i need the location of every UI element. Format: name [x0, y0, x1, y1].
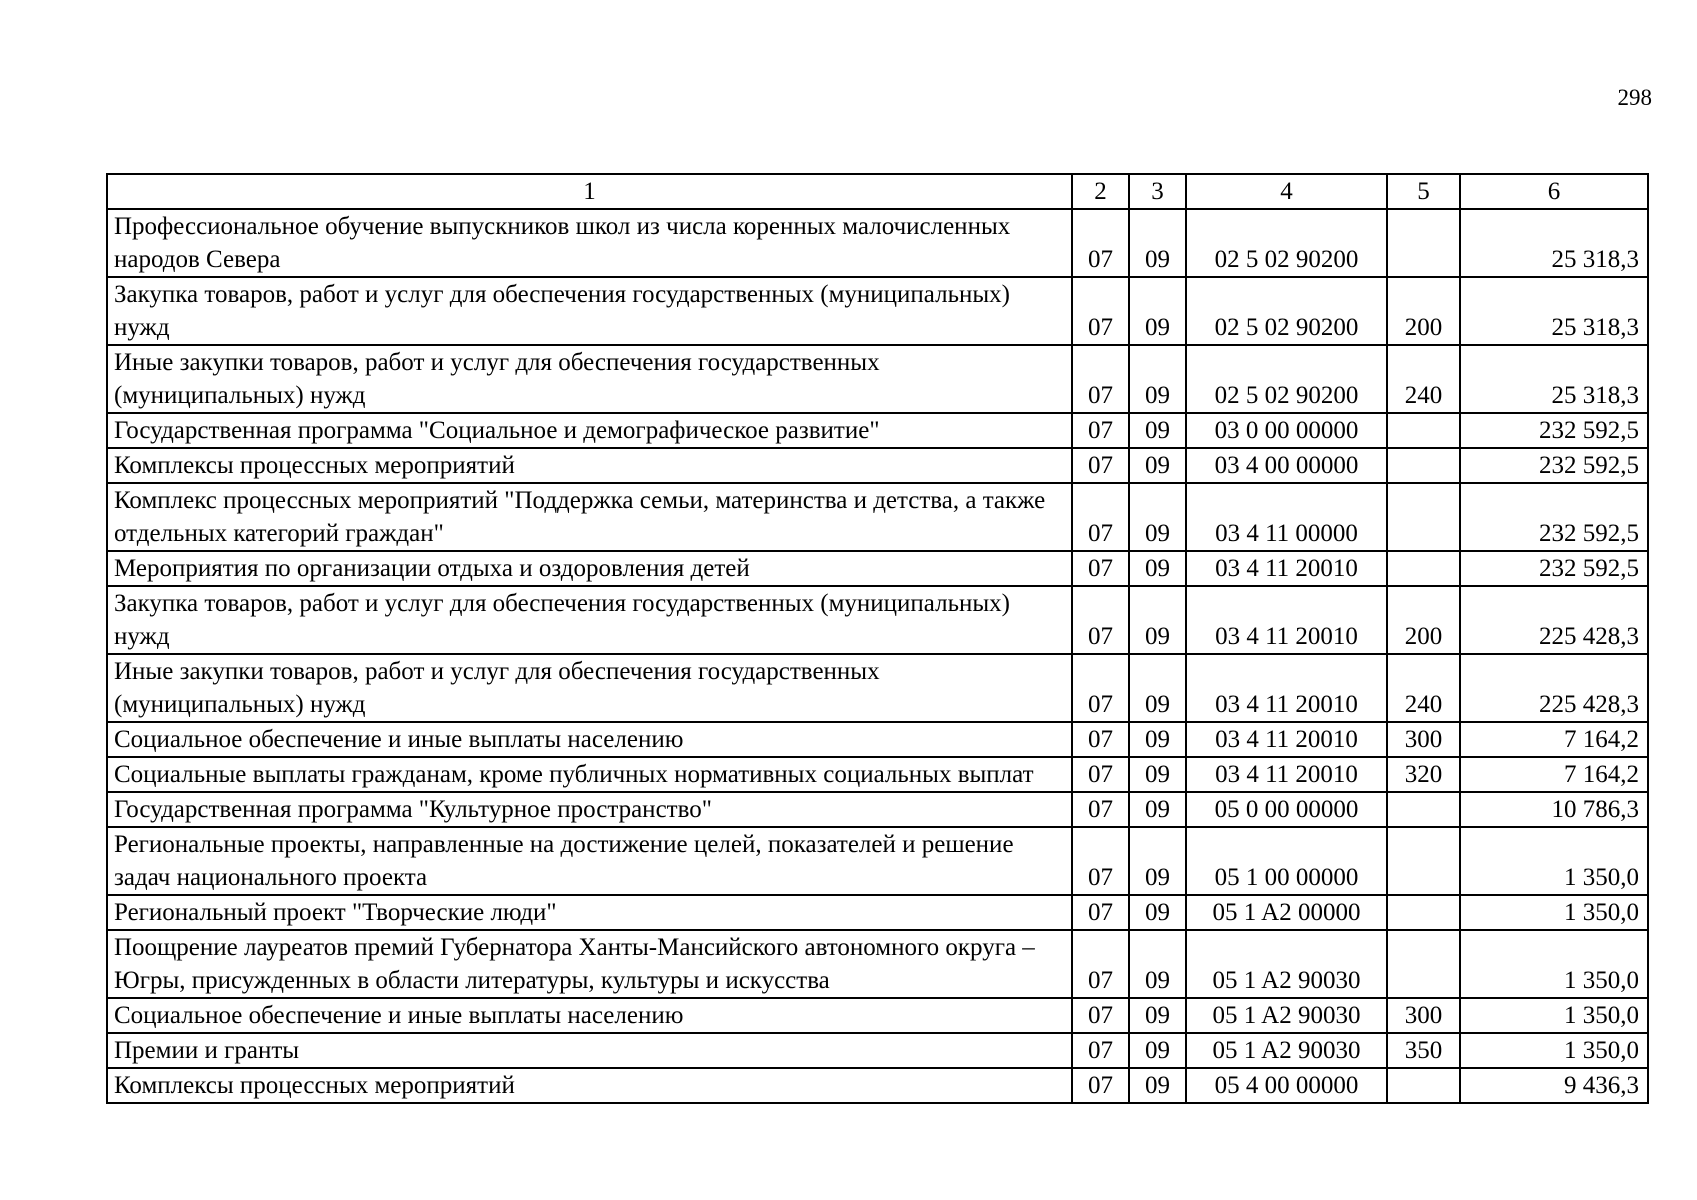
row-target-article-cell: 03 4 11 20010 — [1186, 551, 1387, 586]
row-amount-cell: 225 428,3 — [1460, 654, 1648, 722]
column-header-1: 1 — [107, 174, 1072, 209]
row-name-cell: Социальное обеспечение и иные выплаты населению — [107, 722, 1072, 757]
row-amount-cell: 232 592,5 — [1460, 551, 1648, 586]
row-subsection-cell: 09 — [1129, 551, 1186, 586]
row-target-article-cell: 03 4 11 00000 — [1186, 483, 1387, 551]
row-amount-cell: 232 592,5 — [1460, 448, 1648, 483]
row-subsection-cell: 09 — [1129, 827, 1186, 895]
row-subsection-cell: 09 — [1129, 722, 1186, 757]
row-section-cell: 07 — [1072, 998, 1129, 1033]
table-row — [107, 413, 1648, 448]
row-amount-cell: 10 786,3 — [1460, 792, 1648, 827]
row-section-cell: 07 — [1072, 277, 1129, 345]
row-subsection-cell: 09 — [1129, 586, 1186, 654]
row-target-article-cell: 03 0 00 00000 — [1186, 413, 1387, 448]
row-subsection-cell: 09 — [1129, 654, 1186, 722]
row-section-cell: 07 — [1072, 586, 1129, 654]
row-section-cell: 07 — [1072, 551, 1129, 586]
row-name-cell: Комплексы процессных мероприятий — [107, 1068, 1072, 1103]
row-subsection-cell: 09 — [1129, 998, 1186, 1033]
row-amount-cell: 25 318,3 — [1460, 277, 1648, 345]
row-amount-cell: 1 350,0 — [1460, 895, 1648, 930]
row-name-cell: Региональные проекты, направленные на достижение целей, показателей и решение задач национального проекта — [107, 827, 1072, 895]
row-amount-cell: 1 350,0 — [1460, 998, 1648, 1033]
row-subsection-cell: 09 — [1129, 757, 1186, 792]
row-subsection-cell: 09 — [1129, 448, 1186, 483]
table-row — [107, 1068, 1648, 1103]
column-header-5: 5 — [1387, 174, 1460, 209]
row-section-cell: 07 — [1072, 1033, 1129, 1068]
row-name-cell: Мероприятия по организации отдыха и оздоровления детей — [107, 551, 1072, 586]
table-row — [107, 654, 1648, 722]
table-row — [107, 722, 1648, 757]
row-target-article-cell: 02 5 02 90200 — [1186, 209, 1387, 277]
row-expense-type-cell: 200 — [1387, 277, 1460, 345]
row-target-article-cell: 05 1 A2 90030 — [1186, 1033, 1387, 1068]
row-section-cell: 07 — [1072, 1068, 1129, 1103]
row-expense-type-cell: 300 — [1387, 722, 1460, 757]
row-name-cell: Социальное обеспечение и иные выплаты населению — [107, 998, 1072, 1033]
column-header-6: 6 — [1460, 174, 1648, 209]
row-section-cell: 07 — [1072, 895, 1129, 930]
row-amount-cell: 232 592,5 — [1460, 483, 1648, 551]
header-row — [107, 174, 1648, 209]
row-target-article-cell: 03 4 11 20010 — [1186, 757, 1387, 792]
table-row — [107, 1033, 1648, 1068]
row-subsection-cell: 09 — [1129, 277, 1186, 345]
row-expense-type-cell — [1387, 413, 1460, 448]
table-row — [107, 998, 1648, 1033]
row-section-cell: 07 — [1072, 209, 1129, 277]
row-target-article-cell: 03 4 11 20010 — [1186, 722, 1387, 757]
row-subsection-cell: 09 — [1129, 895, 1186, 930]
row-amount-cell: 1 350,0 — [1460, 827, 1648, 895]
table-row — [107, 930, 1648, 998]
row-section-cell: 07 — [1072, 930, 1129, 998]
row-name-cell: Государственная программа "Социальное и демографическое развитие" — [107, 413, 1072, 448]
row-expense-type-cell: 200 — [1387, 586, 1460, 654]
row-name-cell: Закупка товаров, работ и услуг для обеспечения государственных (муниципальных) нужд — [107, 277, 1072, 345]
row-target-article-cell: 03 4 11 20010 — [1186, 654, 1387, 722]
row-name-cell: Профессиональное обучение выпускников школ из числа коренных малочисленных народов Севера — [107, 209, 1072, 277]
row-name-cell: Комплексы процессных мероприятий — [107, 448, 1072, 483]
row-amount-cell: 1 350,0 — [1460, 930, 1648, 998]
row-amount-cell: 7 164,2 — [1460, 757, 1648, 792]
table-row — [107, 483, 1648, 551]
row-target-article-cell: 05 1 A2 00000 — [1186, 895, 1387, 930]
row-expense-type-cell: 350 — [1387, 1033, 1460, 1068]
row-subsection-cell: 09 — [1129, 1033, 1186, 1068]
row-section-cell: 07 — [1072, 345, 1129, 413]
row-section-cell: 07 — [1072, 448, 1129, 483]
table-row — [107, 209, 1648, 277]
row-target-article-cell: 05 4 00 00000 — [1186, 1068, 1387, 1103]
row-expense-type-cell: 300 — [1387, 998, 1460, 1033]
row-name-cell: Социальные выплаты гражданам, кроме публичных нормативных социальных выплат — [107, 757, 1072, 792]
column-header-3: 3 — [1129, 174, 1186, 209]
row-subsection-cell: 09 — [1129, 930, 1186, 998]
column-header-4: 4 — [1186, 174, 1387, 209]
table-row — [107, 586, 1648, 654]
row-section-cell: 07 — [1072, 413, 1129, 448]
row-name-cell: Иные закупки товаров, работ и услуг для обеспечения государственных (муниципальных) нужд — [107, 345, 1072, 413]
row-name-cell: Иные закупки товаров, работ и услуг для обеспечения государственных (муниципальных) нужд — [107, 654, 1072, 722]
row-expense-type-cell — [1387, 483, 1460, 551]
row-subsection-cell: 09 — [1129, 413, 1186, 448]
row-target-article-cell: 05 1 00 00000 — [1186, 827, 1387, 895]
table-body — [107, 209, 1648, 1103]
row-section-cell: 07 — [1072, 654, 1129, 722]
row-subsection-cell: 09 — [1129, 209, 1186, 277]
budget-table — [106, 173, 1649, 1104]
table-row — [107, 345, 1648, 413]
row-name-cell: Государственная программа "Культурное пространство" — [107, 792, 1072, 827]
table-row — [107, 757, 1648, 792]
row-expense-type-cell — [1387, 551, 1460, 586]
row-name-cell: Комплекс процессных мероприятий "Поддержка семьи, материнства и детства, а также отдельных категорий граждан" — [107, 483, 1072, 551]
table-row — [107, 448, 1648, 483]
row-section-cell: 07 — [1072, 827, 1129, 895]
row-expense-type-cell — [1387, 448, 1460, 483]
row-section-cell: 07 — [1072, 792, 1129, 827]
table-row — [107, 827, 1648, 895]
table-row — [107, 551, 1648, 586]
row-target-article-cell: 02 5 02 90200 — [1186, 277, 1387, 345]
row-expense-type-cell — [1387, 792, 1460, 827]
row-expense-type-cell: 320 — [1387, 757, 1460, 792]
row-expense-type-cell: 240 — [1387, 654, 1460, 722]
row-subsection-cell: 09 — [1129, 792, 1186, 827]
row-target-article-cell: 02 5 02 90200 — [1186, 345, 1387, 413]
table-row — [107, 792, 1648, 827]
row-target-article-cell: 05 1 A2 90030 — [1186, 930, 1387, 998]
row-name-cell: Премии и гранты — [107, 1033, 1072, 1068]
row-subsection-cell: 09 — [1129, 345, 1186, 413]
table-row — [107, 895, 1648, 930]
row-amount-cell: 9 436,3 — [1460, 1068, 1648, 1103]
row-amount-cell: 225 428,3 — [1460, 586, 1648, 654]
column-header-2: 2 — [1072, 174, 1129, 209]
row-expense-type-cell — [1387, 895, 1460, 930]
row-subsection-cell: 09 — [1129, 1068, 1186, 1103]
row-amount-cell: 1 350,0 — [1460, 1033, 1648, 1068]
row-target-article-cell: 03 4 11 20010 — [1186, 586, 1387, 654]
row-section-cell: 07 — [1072, 483, 1129, 551]
table-row — [107, 277, 1648, 345]
row-name-cell: Закупка товаров, работ и услуг для обеспечения государственных (муниципальных) нужд — [107, 586, 1072, 654]
row-amount-cell: 25 318,3 — [1460, 345, 1648, 413]
row-amount-cell: 7 164,2 — [1460, 722, 1648, 757]
row-expense-type-cell — [1387, 827, 1460, 895]
row-expense-type-cell — [1387, 930, 1460, 998]
row-expense-type-cell — [1387, 209, 1460, 277]
row-target-article-cell: 05 0 00 00000 — [1186, 792, 1387, 827]
row-amount-cell: 25 318,3 — [1460, 209, 1648, 277]
row-expense-type-cell — [1387, 1068, 1460, 1103]
page-number: 298 — [1617, 85, 1652, 110]
row-section-cell: 07 — [1072, 757, 1129, 792]
row-target-article-cell: 05 1 A2 90030 — [1186, 998, 1387, 1033]
row-subsection-cell: 09 — [1129, 483, 1186, 551]
row-section-cell: 07 — [1072, 722, 1129, 757]
row-amount-cell: 232 592,5 — [1460, 413, 1648, 448]
row-target-article-cell: 03 4 00 00000 — [1186, 448, 1387, 483]
row-name-cell: Поощрение лауреатов премий Губернатора Ханты-Мансийского автономного округа – Югры, присужденных в области литературы, культуры и искусства — [107, 930, 1072, 998]
row-name-cell: Региональный проект "Творческие люди" — [107, 895, 1072, 930]
row-expense-type-cell: 240 — [1387, 345, 1460, 413]
